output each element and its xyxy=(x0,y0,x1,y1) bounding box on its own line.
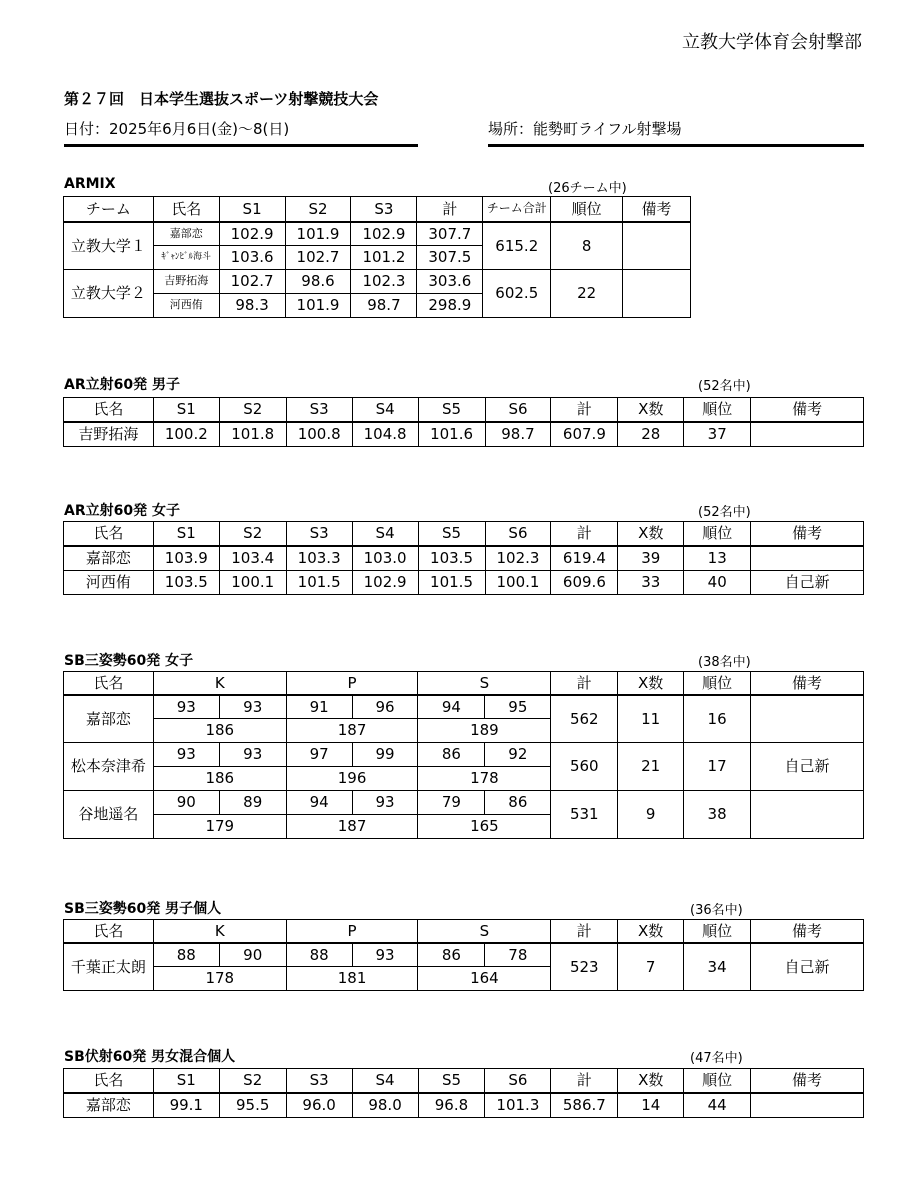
team-rank: 22 xyxy=(551,270,623,318)
rank-cell: 13 xyxy=(684,546,751,571)
rank-cell: 17 xyxy=(684,743,751,791)
remarks-cell xyxy=(751,1093,864,1118)
remarks-cell xyxy=(751,422,864,447)
series-score: 86 xyxy=(418,943,485,967)
score-cell: 102.9 xyxy=(352,571,418,595)
score-cell: 98.7 xyxy=(351,294,417,318)
x-count-cell: 7 xyxy=(618,943,684,991)
header-team-total: チーム合計 xyxy=(483,197,551,222)
score-cell: 102.3 xyxy=(351,270,417,294)
x-count-cell: 39 xyxy=(618,546,684,571)
header-name: 氏名 xyxy=(64,1069,154,1094)
armix-field-size: (26チーム中) xyxy=(548,181,627,196)
position-subtotal: 186 xyxy=(153,767,286,791)
score-cell: 104.8 xyxy=(352,422,418,447)
remarks-cell xyxy=(751,695,864,743)
header-s3: S3 xyxy=(286,398,352,423)
position-subtotal: 164 xyxy=(418,967,551,991)
score-cell: 101.9 xyxy=(285,222,351,246)
series-score: 86 xyxy=(418,743,485,767)
total-cell: 562 xyxy=(551,695,618,743)
remarks-cell xyxy=(751,546,864,571)
header-s4: S4 xyxy=(352,398,418,423)
ar-women-table xyxy=(63,521,864,595)
score-cell: 102.9 xyxy=(351,222,417,246)
team-name: 立教大学２ xyxy=(64,270,154,318)
team-remarks xyxy=(623,270,691,318)
series-score: 88 xyxy=(153,943,219,967)
header-s2: S2 xyxy=(219,1069,286,1094)
team-rank: 8 xyxy=(551,222,623,270)
header-s5: S5 xyxy=(418,1069,485,1094)
remarks-cell: 自己新 xyxy=(751,943,864,991)
header-x-count: X数 xyxy=(618,1069,684,1094)
rank-cell: 16 xyxy=(684,695,751,743)
header-x-count: X数 xyxy=(618,398,684,423)
header-kneeling: K xyxy=(153,672,286,695)
header-remarks: 備考 xyxy=(751,1069,864,1094)
score-cell: 103.5 xyxy=(418,546,485,571)
header-total: 計 xyxy=(551,1069,618,1094)
header-standing: S xyxy=(418,920,551,943)
score-cell: 98.3 xyxy=(219,294,285,318)
score-cell: 95.5 xyxy=(219,1093,286,1118)
member-sum: 307.7 xyxy=(417,222,483,246)
score-cell: 98.0 xyxy=(352,1093,418,1118)
series-score: 90 xyxy=(219,943,286,967)
ar-women-heading: AR立射60発 女子 xyxy=(64,503,180,519)
score-cell: 98.6 xyxy=(285,270,351,294)
member-sum: 307.5 xyxy=(417,246,483,270)
header-remarks: 備考 xyxy=(751,672,864,695)
athlete-name: 嘉部恋 xyxy=(64,546,154,571)
position-subtotal: 186 xyxy=(153,719,286,743)
position-subtotal: 187 xyxy=(286,719,418,743)
header-rank: 順位 xyxy=(684,672,751,695)
score-cell: 100.8 xyxy=(286,422,352,447)
header-name: 氏名 xyxy=(64,672,154,695)
header-total: 計 xyxy=(551,672,618,695)
score-cell: 101.5 xyxy=(286,571,352,595)
series-score: 96 xyxy=(352,695,418,719)
score-cell: 101.3 xyxy=(485,1093,551,1118)
athlete-name: 谷地遥名 xyxy=(64,791,154,839)
series-score: 94 xyxy=(418,695,485,719)
x-count-cell: 21 xyxy=(618,743,684,791)
score-cell: 96.8 xyxy=(418,1093,485,1118)
position-subtotal: 165 xyxy=(418,815,551,839)
table-row xyxy=(64,743,864,767)
header-s2: S2 xyxy=(285,197,351,222)
header-x-count: X数 xyxy=(618,672,684,695)
header-remarks: 備考 xyxy=(751,398,864,423)
header-remarks: 備考 xyxy=(751,522,864,547)
rank-cell: 44 xyxy=(684,1093,751,1118)
series-score: 93 xyxy=(352,943,418,967)
rank-cell: 34 xyxy=(684,943,751,991)
x-count-cell: 9 xyxy=(618,791,684,839)
table-row xyxy=(64,546,864,571)
series-score: 89 xyxy=(219,791,286,815)
header-name: 氏名 xyxy=(64,398,154,423)
header-team: チーム xyxy=(64,197,154,222)
score-cell: 101.9 xyxy=(285,294,351,318)
table-row xyxy=(64,695,864,719)
member-name: ｷﾞｬﾝﾋﾞﾙ海斗 xyxy=(153,246,219,270)
athlete-name: 嘉部恋 xyxy=(64,1093,154,1118)
header-x-count: X数 xyxy=(618,920,684,943)
total-cell: 607.9 xyxy=(551,422,618,447)
series-score: 97 xyxy=(286,743,352,767)
event-venue: 場所：能勢町ライフル射撃場 xyxy=(488,118,864,147)
header-s1: S1 xyxy=(153,398,219,423)
series-score: 93 xyxy=(219,695,286,719)
sb3-women-table xyxy=(63,671,864,839)
header-s1: S1 xyxy=(153,522,219,547)
series-score: 93 xyxy=(153,695,219,719)
table-row xyxy=(64,270,691,294)
header-s6: S6 xyxy=(485,1069,551,1094)
table-row xyxy=(64,943,864,967)
table-row xyxy=(64,422,864,447)
score-cell: 96.0 xyxy=(286,1093,352,1118)
total-cell: 523 xyxy=(551,943,618,991)
sb3-men-table xyxy=(63,919,864,991)
position-subtotal: 196 xyxy=(286,767,418,791)
total-cell: 609.6 xyxy=(551,571,618,595)
header-s5: S5 xyxy=(418,398,485,423)
header-s4: S4 xyxy=(352,522,418,547)
series-score: 78 xyxy=(485,943,551,967)
header-name: 氏名 xyxy=(64,920,154,943)
organization-name: 立教大学体育会射撃部 xyxy=(682,32,862,53)
score-cell: 100.2 xyxy=(153,422,219,447)
series-score: 95 xyxy=(485,695,551,719)
position-subtotal: 178 xyxy=(418,767,551,791)
rank-cell: 37 xyxy=(684,422,751,447)
series-score: 88 xyxy=(286,943,352,967)
member-name: 河西侑 xyxy=(153,294,219,318)
sb3-men-field-size: (36名中) xyxy=(690,903,743,918)
member-sum: 298.9 xyxy=(417,294,483,318)
header-rank: 順位 xyxy=(684,398,751,423)
header-x-count: X数 xyxy=(618,522,684,547)
series-score: 90 xyxy=(153,791,219,815)
table-row xyxy=(64,791,864,815)
header-rank: 順位 xyxy=(684,522,751,547)
x-count-cell: 28 xyxy=(618,422,684,447)
score-cell: 102.9 xyxy=(219,222,285,246)
team-name: 立教大学１ xyxy=(64,222,154,270)
member-name: 嘉部恋 xyxy=(153,222,219,246)
score-cell: 103.9 xyxy=(153,546,219,571)
remarks-cell: 自己新 xyxy=(751,571,864,595)
header-sum: 計 xyxy=(417,197,483,222)
score-cell: 103.0 xyxy=(352,546,418,571)
series-score: 99 xyxy=(352,743,418,767)
header-name: 氏名 xyxy=(153,197,219,222)
score-cell: 102.3 xyxy=(485,546,551,571)
sb-prone-heading: SB伏射60発 男女混合個人 xyxy=(64,1049,236,1065)
series-score: 86 xyxy=(485,791,551,815)
athlete-name: 松本奈津希 xyxy=(64,743,154,791)
sb-prone-field-size: (47名中) xyxy=(690,1051,743,1066)
armix-heading: ARMIX xyxy=(64,176,116,192)
series-score: 93 xyxy=(153,743,219,767)
sb-prone-table xyxy=(63,1068,864,1118)
rank-cell: 40 xyxy=(684,571,751,595)
position-subtotal: 178 xyxy=(153,967,286,991)
sb3-men-heading: SB三姿勢60発 男子個人 xyxy=(64,901,222,917)
header-s3: S3 xyxy=(286,522,352,547)
header-rank: 順位 xyxy=(684,920,751,943)
header-kneeling: K xyxy=(153,920,286,943)
total-cell: 560 xyxy=(551,743,618,791)
series-score: 79 xyxy=(418,791,485,815)
header-s6: S6 xyxy=(485,522,551,547)
armix-table xyxy=(63,196,691,318)
remarks-cell: 自己新 xyxy=(751,743,864,791)
ar-men-field-size: (52名中) xyxy=(698,379,751,394)
header-total: 計 xyxy=(551,398,618,423)
header-rank: 順位 xyxy=(684,1069,751,1094)
total-cell: 531 xyxy=(551,791,618,839)
header-s1: S1 xyxy=(153,1069,219,1094)
score-cell: 100.1 xyxy=(219,571,286,595)
member-name: 吉野拓海 xyxy=(153,270,219,294)
score-cell: 100.1 xyxy=(485,571,551,595)
position-subtotal: 189 xyxy=(418,719,551,743)
table-row xyxy=(64,571,864,595)
position-subtotal: 179 xyxy=(153,815,286,839)
rank-cell: 38 xyxy=(684,791,751,839)
table-row xyxy=(64,222,691,246)
series-score: 93 xyxy=(352,791,418,815)
sb3-women-heading: SB三姿勢60発 女子 xyxy=(64,653,194,669)
ar-men-table xyxy=(63,397,864,447)
header-total: 計 xyxy=(551,920,618,943)
athlete-name: 嘉部恋 xyxy=(64,695,154,743)
x-count-cell: 33 xyxy=(618,571,684,595)
header-s3: S3 xyxy=(351,197,417,222)
header-s2: S2 xyxy=(219,398,286,423)
x-count-cell: 11 xyxy=(618,695,684,743)
athlete-name: 千葉正太朗 xyxy=(64,943,154,991)
total-cell: 586.7 xyxy=(551,1093,618,1118)
sb3-women-field-size: (38名中) xyxy=(698,655,751,670)
score-cell: 102.7 xyxy=(219,270,285,294)
score-cell: 103.4 xyxy=(219,546,286,571)
score-cell: 101.2 xyxy=(351,246,417,270)
header-standing: S xyxy=(418,672,551,695)
score-cell: 103.5 xyxy=(153,571,219,595)
header-prone: P xyxy=(286,672,418,695)
header-s3: S3 xyxy=(286,1069,352,1094)
header-name: 氏名 xyxy=(64,522,154,547)
score-cell: 103.6 xyxy=(219,246,285,270)
table-row xyxy=(64,1093,864,1118)
header-s2: S2 xyxy=(219,522,286,547)
header-s4: S4 xyxy=(352,1069,418,1094)
header-s1: S1 xyxy=(219,197,285,222)
remarks-cell xyxy=(751,791,864,839)
header-prone: P xyxy=(286,920,418,943)
score-cell: 102.7 xyxy=(285,246,351,270)
position-subtotal: 187 xyxy=(286,815,418,839)
score-cell: 99.1 xyxy=(153,1093,219,1118)
athlete-name: 吉野拓海 xyxy=(64,422,154,447)
x-count-cell: 14 xyxy=(618,1093,684,1118)
team-remarks xyxy=(623,222,691,270)
series-score: 91 xyxy=(286,695,352,719)
score-cell: 103.3 xyxy=(286,546,352,571)
header-remarks: 備考 xyxy=(623,197,691,222)
athlete-name: 河西侑 xyxy=(64,571,154,595)
event-date: 日付：2025年6月6日(金)～8(日) xyxy=(64,118,418,147)
header-s5: S5 xyxy=(418,522,485,547)
header-remarks: 備考 xyxy=(751,920,864,943)
team-total: 615.2 xyxy=(483,222,551,270)
series-score: 92 xyxy=(485,743,551,767)
series-score: 93 xyxy=(219,743,286,767)
series-score: 94 xyxy=(286,791,352,815)
team-total: 602.5 xyxy=(483,270,551,318)
score-cell: 101.5 xyxy=(418,571,485,595)
ar-women-field-size: (52名中) xyxy=(698,505,751,520)
score-cell: 98.7 xyxy=(485,422,551,447)
member-sum: 303.6 xyxy=(417,270,483,294)
score-cell: 101.8 xyxy=(219,422,286,447)
position-subtotal: 181 xyxy=(286,967,418,991)
ar-men-heading: AR立射60発 男子 xyxy=(64,377,180,393)
competition-title: 第２７回 日本学生選抜スポーツ射撃競技大会 xyxy=(64,90,379,108)
header-total: 計 xyxy=(551,522,618,547)
header-rank: 順位 xyxy=(551,197,623,222)
header-s6: S6 xyxy=(485,398,551,423)
score-cell: 101.6 xyxy=(418,422,485,447)
total-cell: 619.4 xyxy=(551,546,618,571)
